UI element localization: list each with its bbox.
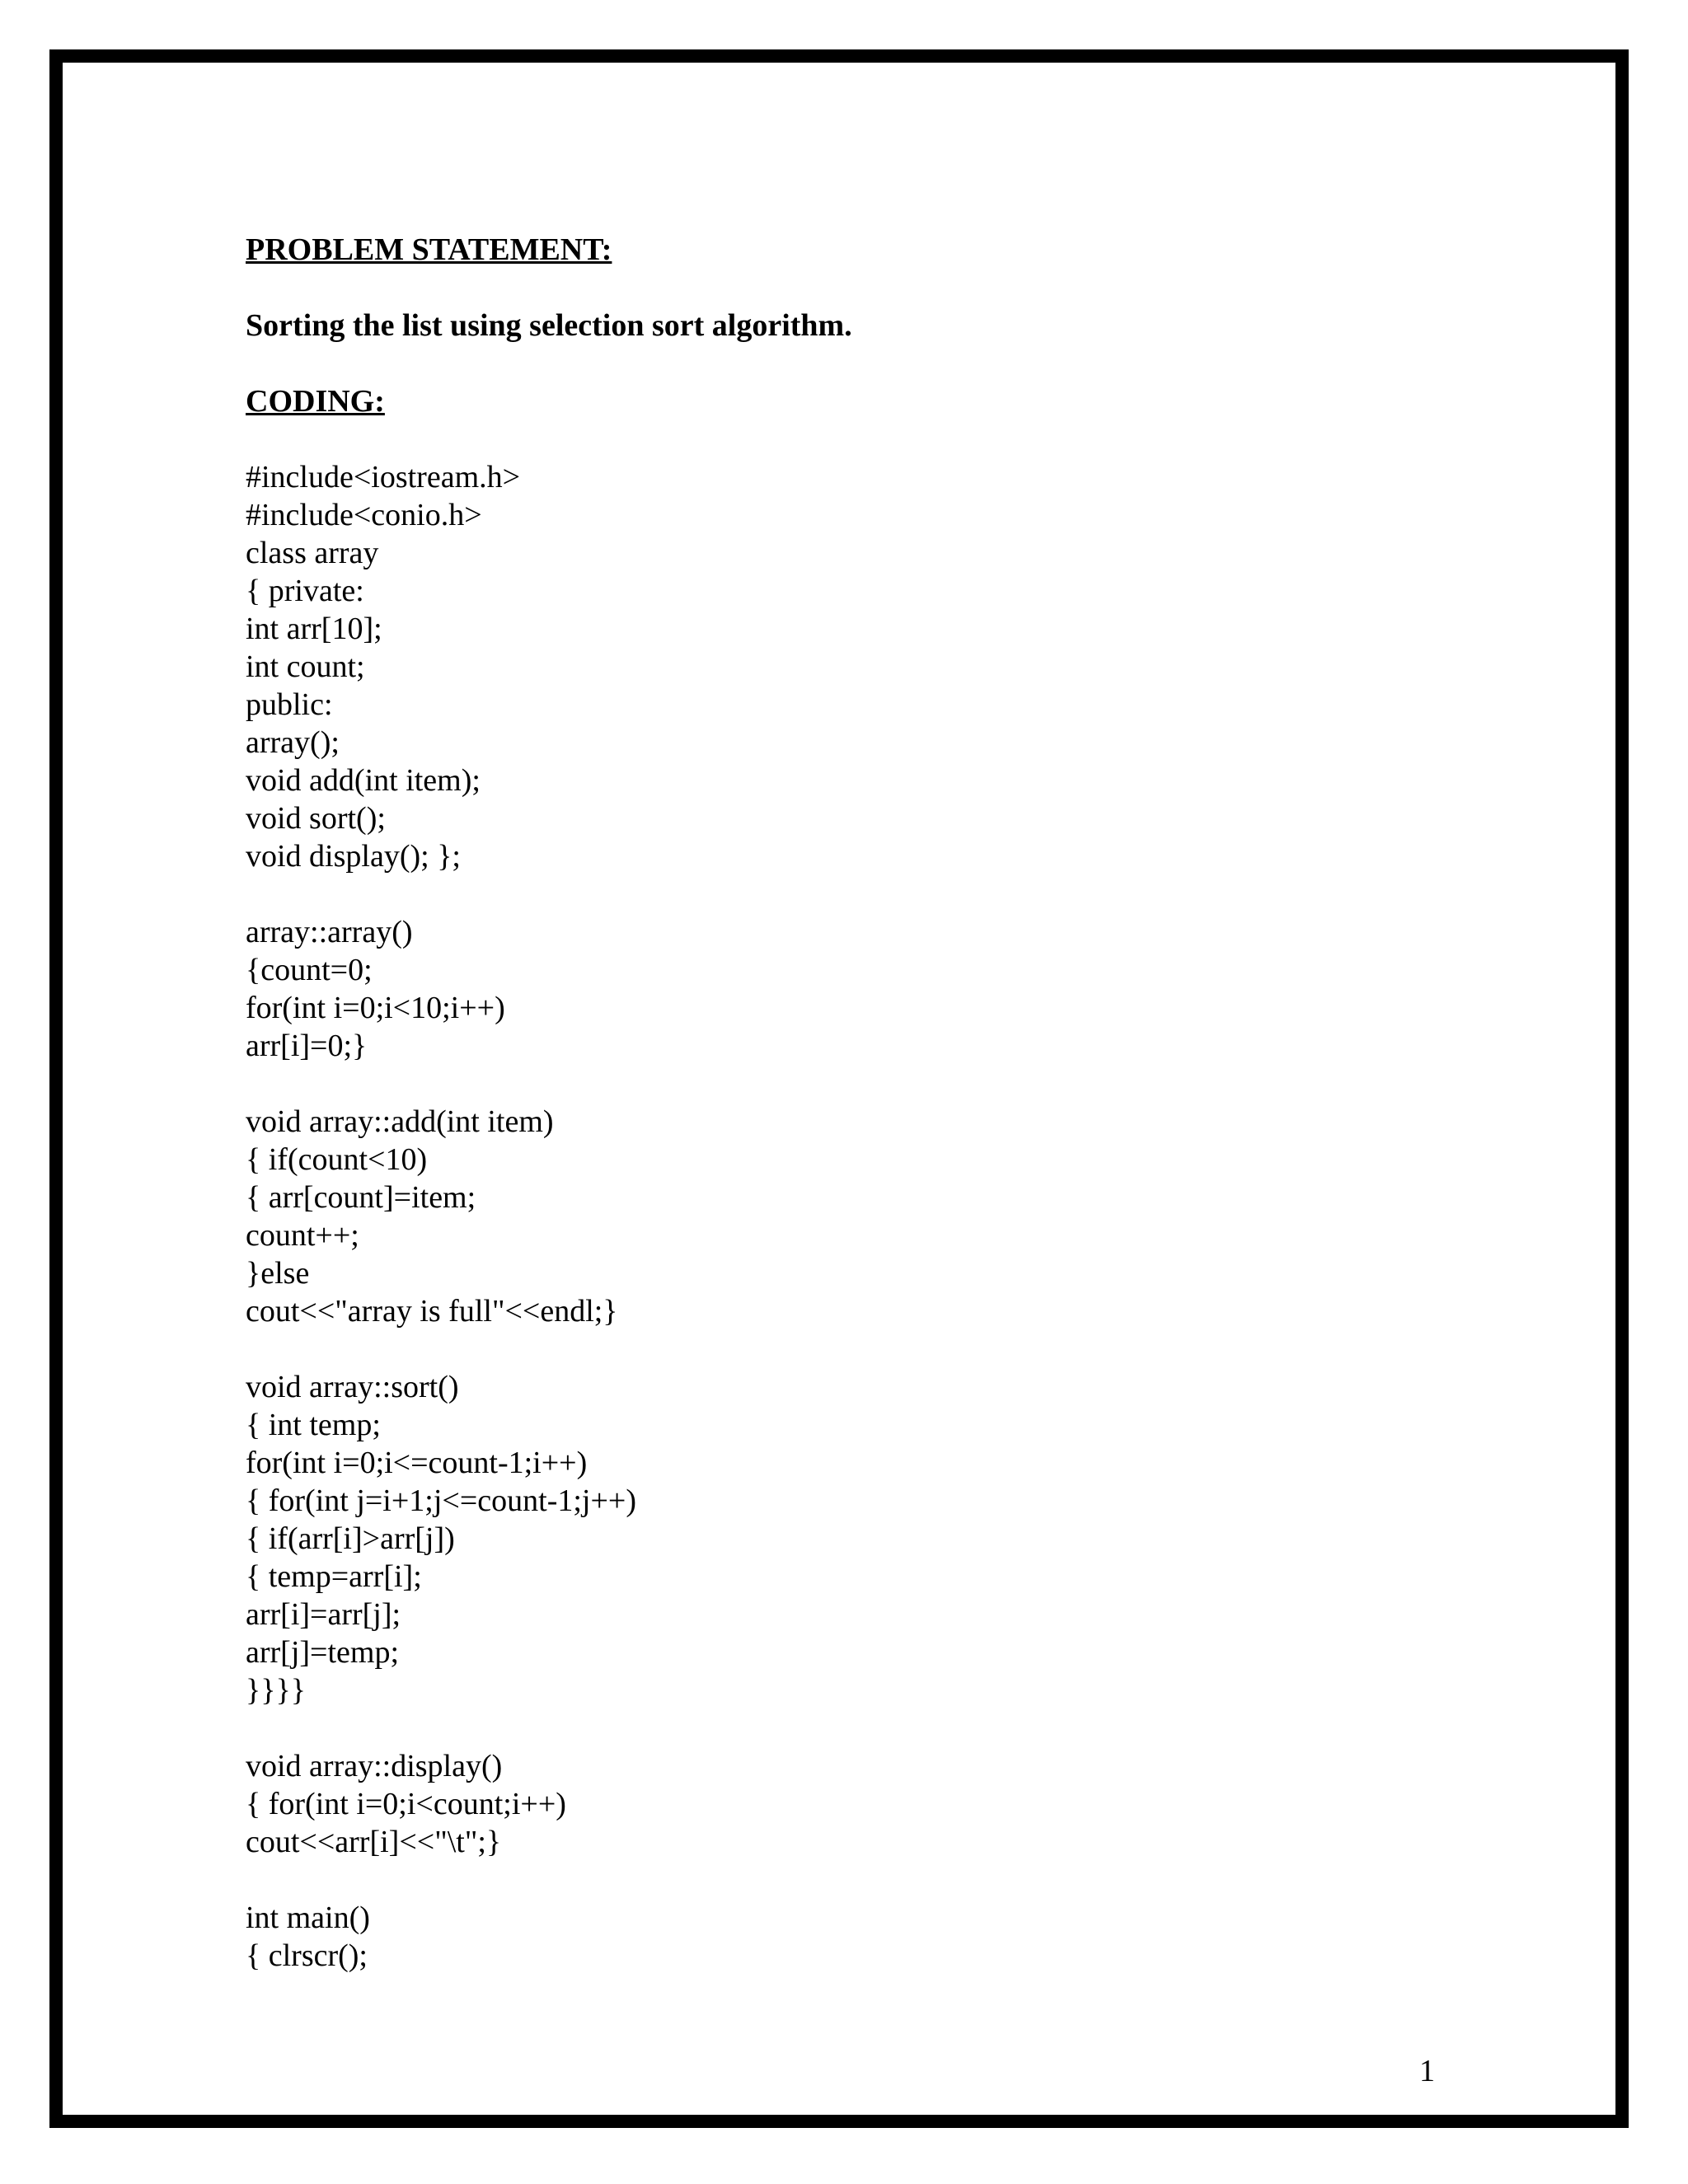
page-number: 1 bbox=[1419, 2054, 1435, 2088]
code-line: for(int i=0;i<10;i++) bbox=[246, 991, 505, 1025]
coding-heading: CODING: bbox=[246, 384, 385, 419]
spacer bbox=[246, 1861, 1482, 1899]
code-line: class array bbox=[246, 536, 379, 570]
spacer bbox=[246, 1330, 1482, 1368]
code-block bbox=[246, 1103, 1482, 1330]
code-line: { clrscr(); bbox=[246, 1938, 368, 1973]
spacer bbox=[246, 269, 1482, 307]
code-line: { if(count<10) bbox=[246, 1142, 428, 1177]
code-block bbox=[246, 913, 1482, 1065]
code-line: int count; bbox=[246, 649, 365, 684]
spacer bbox=[246, 1709, 1482, 1747]
code-line: }else bbox=[246, 1256, 310, 1291]
document-content bbox=[246, 231, 1482, 1975]
code-block bbox=[246, 1899, 1482, 1975]
code-line: void add(int item); bbox=[246, 763, 481, 798]
code-line: for(int i=0;i<=count-1;i++) bbox=[246, 1446, 588, 1480]
code-line: void sort(); bbox=[246, 801, 386, 836]
code-line: int main() bbox=[246, 1900, 370, 1935]
code-listing bbox=[246, 458, 1482, 1975]
code-block bbox=[246, 1747, 1482, 1861]
problem-statement-text: Sorting the list using selection sort algorithm. bbox=[246, 308, 852, 343]
code-line: { temp=arr[i]; bbox=[246, 1559, 422, 1594]
code-line: {count=0; bbox=[246, 953, 373, 987]
code-line: arr[i]=arr[j]; bbox=[246, 1597, 401, 1632]
code-line: int arr[10]; bbox=[246, 612, 382, 646]
code-line: count++; bbox=[246, 1218, 359, 1253]
code-line: void display(); }; bbox=[246, 839, 461, 874]
code-line: { if(arr[i]>arr[j]) bbox=[246, 1521, 455, 1556]
code-line: { private: bbox=[246, 574, 364, 608]
code-line: cout<<arr[i]<<"\t";} bbox=[246, 1825, 502, 1859]
code-line: void array::sort() bbox=[246, 1370, 459, 1404]
code-line: cout<<"array is full"<<endl;} bbox=[246, 1294, 618, 1329]
spacer bbox=[246, 875, 1482, 913]
code-block bbox=[246, 458, 1482, 875]
code-line: public: bbox=[246, 687, 333, 722]
code-line: { for(int j=i+1;j<=count-1;j++) bbox=[246, 1483, 636, 1518]
code-block bbox=[246, 1368, 1482, 1709]
spacer bbox=[246, 1065, 1482, 1103]
code-line: arr[i]=0;} bbox=[246, 1029, 368, 1063]
code-line: { int temp; bbox=[246, 1408, 381, 1442]
code-line: { for(int i=0;i<count;i++) bbox=[246, 1787, 566, 1821]
code-line: array(); bbox=[246, 725, 340, 760]
spacer bbox=[246, 420, 1482, 458]
code-line: #include<conio.h> bbox=[246, 498, 482, 532]
spacer bbox=[246, 344, 1482, 382]
code-line: }}}} bbox=[246, 1673, 306, 1708]
code-line: array::array() bbox=[246, 915, 413, 949]
code-line: void array::display() bbox=[246, 1749, 503, 1783]
code-line: { arr[count]=item; bbox=[246, 1180, 476, 1215]
code-line: void array::add(int item) bbox=[246, 1104, 554, 1139]
code-line: #include<iostream.h> bbox=[246, 460, 521, 494]
problem-statement-heading: PROBLEM STATEMENT: bbox=[246, 232, 612, 267]
code-line: arr[j]=temp; bbox=[246, 1635, 400, 1670]
